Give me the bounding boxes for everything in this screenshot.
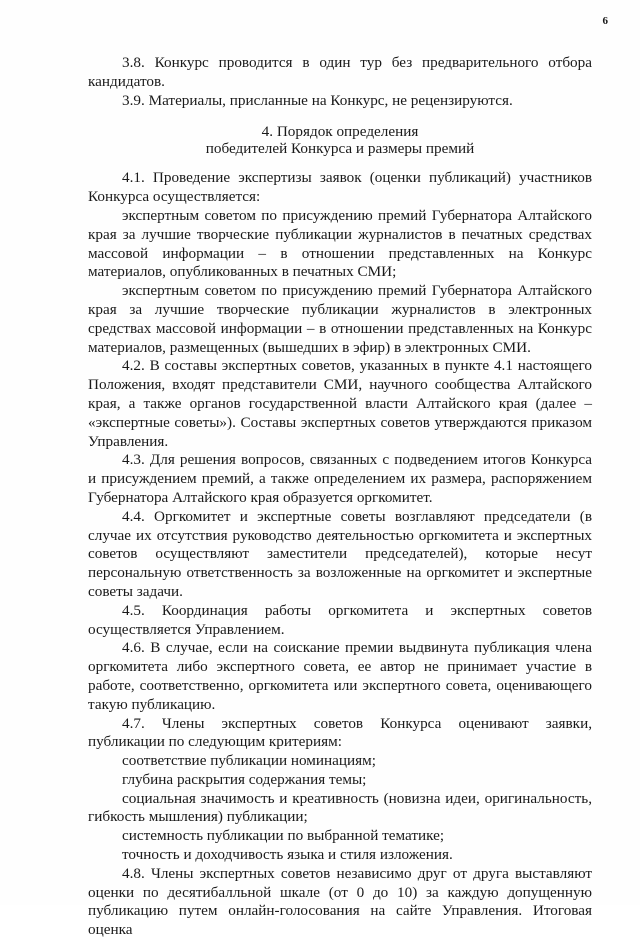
criterion-3: социальная значимость и креативность (новизна идеи, оригинальность, гибкость мышления) публикации;: [88, 789, 592, 826]
section-heading-line-2: победителей Конкурса и размеры премий: [205, 140, 475, 158]
paragraph-4-4: 4.4. Оргкомитет и экспертные советы возглавляют председатели (в случае их отсутствия руководство деятельностью оргкомитета и экспертных советов осуществляют заместители председателей), которые несут персональную ответственность за возложенные на оргкомитет и экспертные советы задачи.: [88, 507, 592, 600]
paragraph-4-6: 4.6. В случае, если на соискание премии выдвинута публикация члена оргкомитета либо экспертного совета, ее автор не принимает участие в работе, соответственно, оргкомитета или экспертного совета, оценивающего такую публикацию.: [88, 639, 592, 713]
page-number: 6: [602, 15, 608, 27]
paragraph-3-8: 3.8. Конкурс проводится в один тур без предварительного отбора кандидатов.: [88, 54, 592, 90]
section-heading: [88, 123, 592, 157]
paragraph-4-1: 4.1. Проведение экспертизы заявок (оценки публикаций) участников Конкурса осуществляется:: [88, 169, 592, 206]
paragraph-4-7: 4.7. Члены экспертных советов Конкурса оценивают заявки, публикации по следующим критериям:: [88, 714, 592, 751]
paragraph-4-5: 4.5. Координация работы оргкомитета и экспертных советов осуществляется Управлением.: [88, 601, 592, 638]
paragraph-4-1-electronic-council: экспертным советом по присуждению премий Губернатора Алтайского края за лучшие творческие публикации журналистов в электронных средствах массовой информации – в отношении представленных на Конкурс материалов, размещенных (вышедших в эфир) в электронных СМИ.: [88, 282, 592, 356]
paragraph-3-9: 3.9. Материалы, присланные на Конкурс, не рецензируются.: [122, 91, 513, 109]
paragraph-4-1-print-council: экспертным советом по присуждению премий Губернатора Алтайского края за лучшие творческие публикации журналистов в печатных средствах массовой информации – в отношении представленных на Конкурс материалов, опубликованных в печатных СМИ;: [88, 206, 592, 281]
criterion-1: соответствие публикации номинациям;: [122, 752, 376, 770]
paragraph-4-2: 4.2. В составы экспертных советов, указанных в пункте 4.1 настоящего Положения, входят представители СМИ, научного сообщества Алтайского края, а также органов государственной власти Алтайского края (далее – «экспертные советы»). Составы экспертных советов утверждаются приказом Управления.: [88, 357, 592, 450]
paragraph-4-8: 4.8. Члены экспертных советов независимо друг от друга выставляют оценки по десятибалльной шкале (от 0 до 10) за каждую допущенную публикацию путем онлайн-голосования на сайте Управления. Итоговая оценка: [88, 864, 592, 939]
criterion-5: точность и доходчивость языка и стиля изложения.: [122, 846, 453, 864]
criterion-2: глубина раскрытия содержания темы;: [122, 770, 367, 788]
page-content: [88, 54, 592, 940]
section-heading-line-1: 4. Порядок определения: [261, 123, 419, 141]
paragraph-4-3: 4.3. Для решения вопросов, связанных с подведением итогов Конкурса и присуждением премий, а также определением их размера, распоряжением Губернатора Алтайского края образуется оргкомитет.: [88, 451, 592, 506]
criterion-4: системность публикации по выбранной тематике;: [122, 827, 445, 845]
